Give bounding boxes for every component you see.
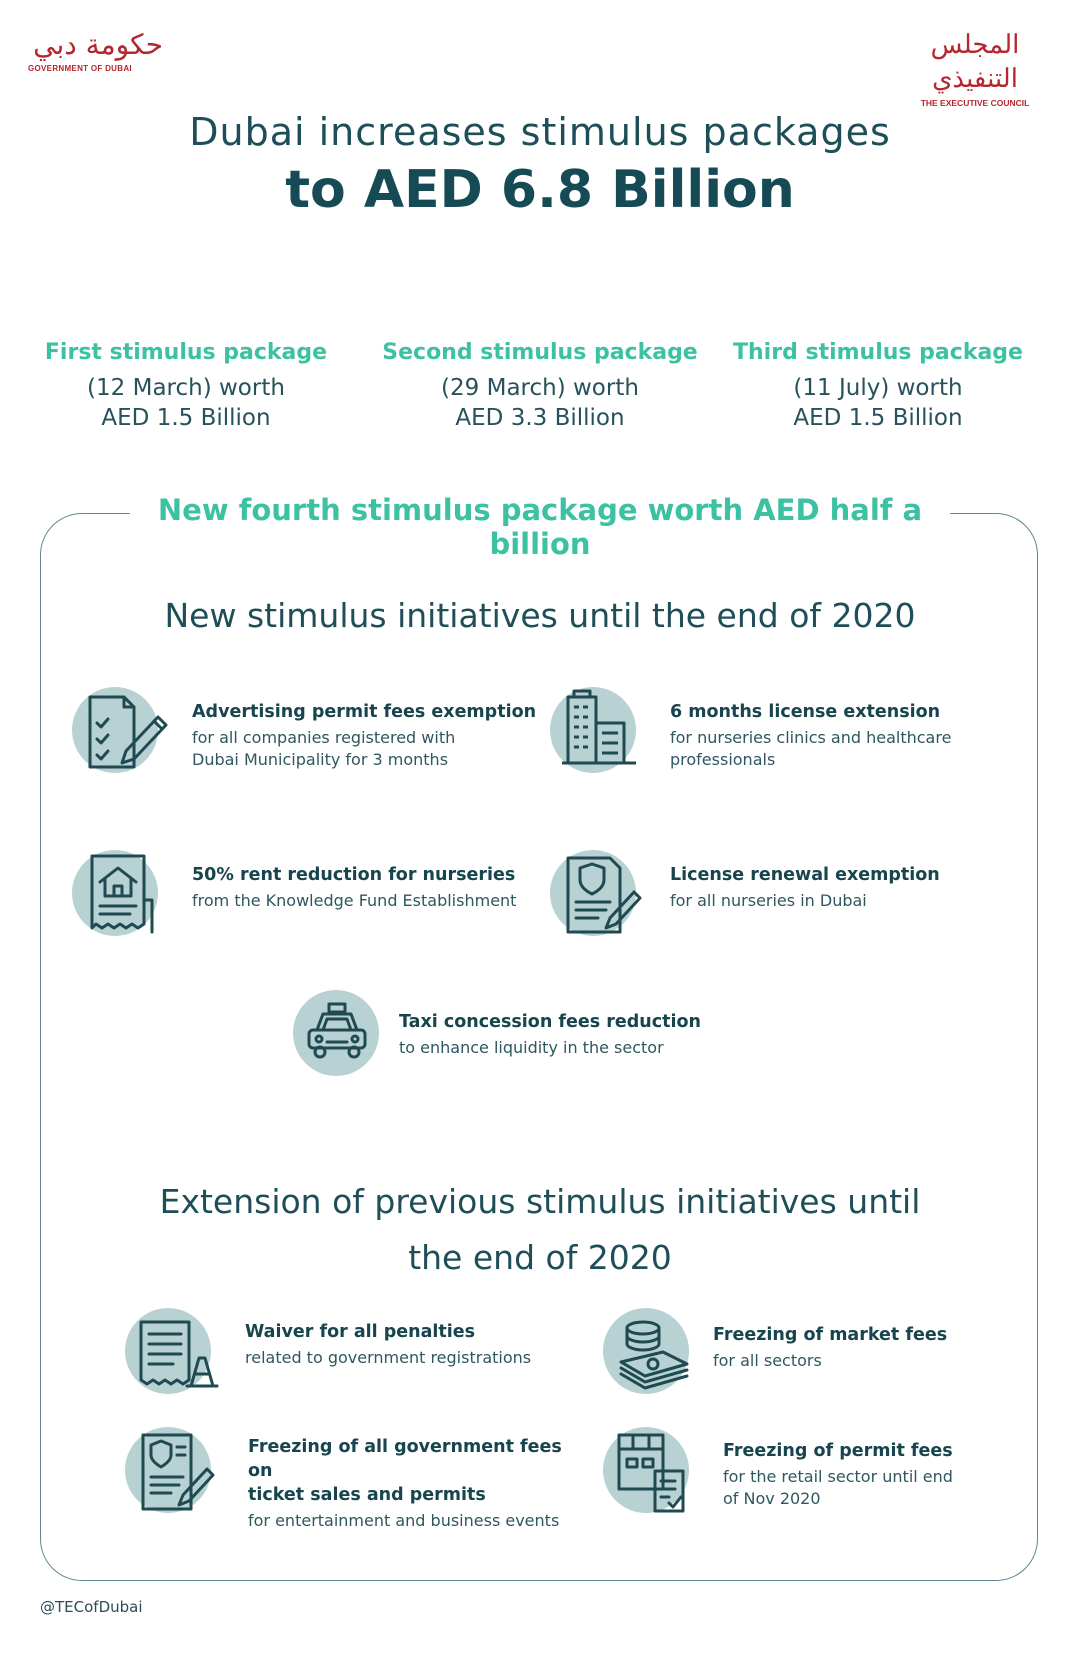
initiative-title: Taxi concession fees reduction (399, 1012, 701, 1032)
license-pen-icon (550, 850, 636, 936)
fourth-package-title: New fourth stimulus package worth AED half a billion (130, 493, 950, 561)
initiative-license-extension (670, 700, 1030, 771)
initiative-title: 6 months license extension (670, 702, 941, 722)
initiative-desc: for entertainment and business events (248, 1511, 560, 1530)
extension-heading-line-2: the end of 2020 (408, 1238, 672, 1277)
buildings-icon (550, 687, 636, 773)
package-second (370, 340, 710, 433)
initiative-freezing-market-fees (713, 1323, 1073, 1372)
initiative-freezing-permit-fees (723, 1439, 1080, 1510)
new-initiatives-heading: New stimulus initiatives until the end of 2020 (164, 596, 916, 635)
extension-heading-line-1: Extension of previous stimulus initiatives until (159, 1182, 921, 1221)
initiative-rent-reduction (192, 863, 552, 912)
initiative-advertising-permit (192, 700, 552, 771)
package-value: AED 1.5 Billion (793, 405, 963, 431)
page-title-line-1: Dubai increases stimulus packages (189, 110, 891, 154)
package-line: (12 March) worth (87, 375, 285, 401)
initiative-title: 50% rent reduction for nurseries (192, 865, 516, 885)
logo-arabic-text: حكومة دبي (33, 28, 163, 61)
initiative-desc: from the Knowledge Fund Establishment (192, 891, 517, 910)
package-title: Third stimulus package (733, 340, 1023, 365)
store-checklist-icon (603, 1427, 689, 1513)
logo-english-text: GOVERNMENT OF DUBAI (28, 64, 132, 73)
government-of-dubai-logo (28, 28, 168, 73)
checklist-pen-icon (72, 687, 158, 773)
initiative-desc: for all companies registered with Dubai Municipality for 3 months (192, 728, 456, 769)
package-title: First stimulus package (44, 340, 328, 365)
initiative-title: Freezing of all government fees on ticket sales and permits (248, 1437, 562, 1505)
taxi-icon (293, 990, 379, 1076)
executive-council-logo (905, 28, 1045, 108)
permit-pen-icon (125, 1427, 211, 1513)
initiative-desc: for all nurseries in Dubai (670, 891, 867, 910)
initiative-waiver-penalties (245, 1320, 605, 1369)
initiative-freezing-government-fees (248, 1435, 568, 1532)
initiative-license-renewal (670, 863, 1030, 912)
initiative-taxi-concession (399, 1010, 759, 1059)
extension-heading (0, 1178, 1080, 1282)
package-third (708, 340, 1048, 433)
initiative-title: Freezing of market fees (713, 1325, 948, 1345)
initiative-title: License renewal exemption (670, 865, 940, 885)
package-value: AED 1.5 Billion (101, 405, 271, 431)
package-title: Second stimulus package (382, 340, 698, 365)
initiative-desc: for the retail sector until end of Nov 2020 (723, 1467, 953, 1508)
package-line: (29 March) worth (441, 375, 639, 401)
coins-cash-icon (603, 1308, 689, 1394)
initiative-desc: for all sectors (713, 1351, 822, 1370)
initiative-desc: to enhance liquidity in the sector (399, 1038, 664, 1057)
package-line: (11 July) worth (793, 375, 963, 401)
receipt-cone-icon (125, 1308, 211, 1394)
package-value: AED 3.3 Billion (455, 405, 625, 431)
logo-english-text: THE EXECUTIVE COUNCIL (920, 98, 1030, 108)
initiative-desc: related to government registrations (245, 1348, 532, 1367)
house-document-icon (72, 850, 158, 936)
initiative-title: Waiver for all penalties (245, 1322, 476, 1342)
page-title-line-2: to AED 6.8 Billion (285, 160, 795, 220)
initiative-desc: for nurseries clinics and healthcare professionals (670, 728, 952, 769)
package-first (16, 340, 356, 433)
twitter-handle: @TECofDubai (40, 1598, 143, 1616)
logo-arabic-text: المجلس التنفيذي (930, 30, 1020, 94)
initiative-title: Freezing of permit fees (723, 1441, 953, 1461)
initiative-title: Advertising permit fees exemption (192, 702, 537, 722)
